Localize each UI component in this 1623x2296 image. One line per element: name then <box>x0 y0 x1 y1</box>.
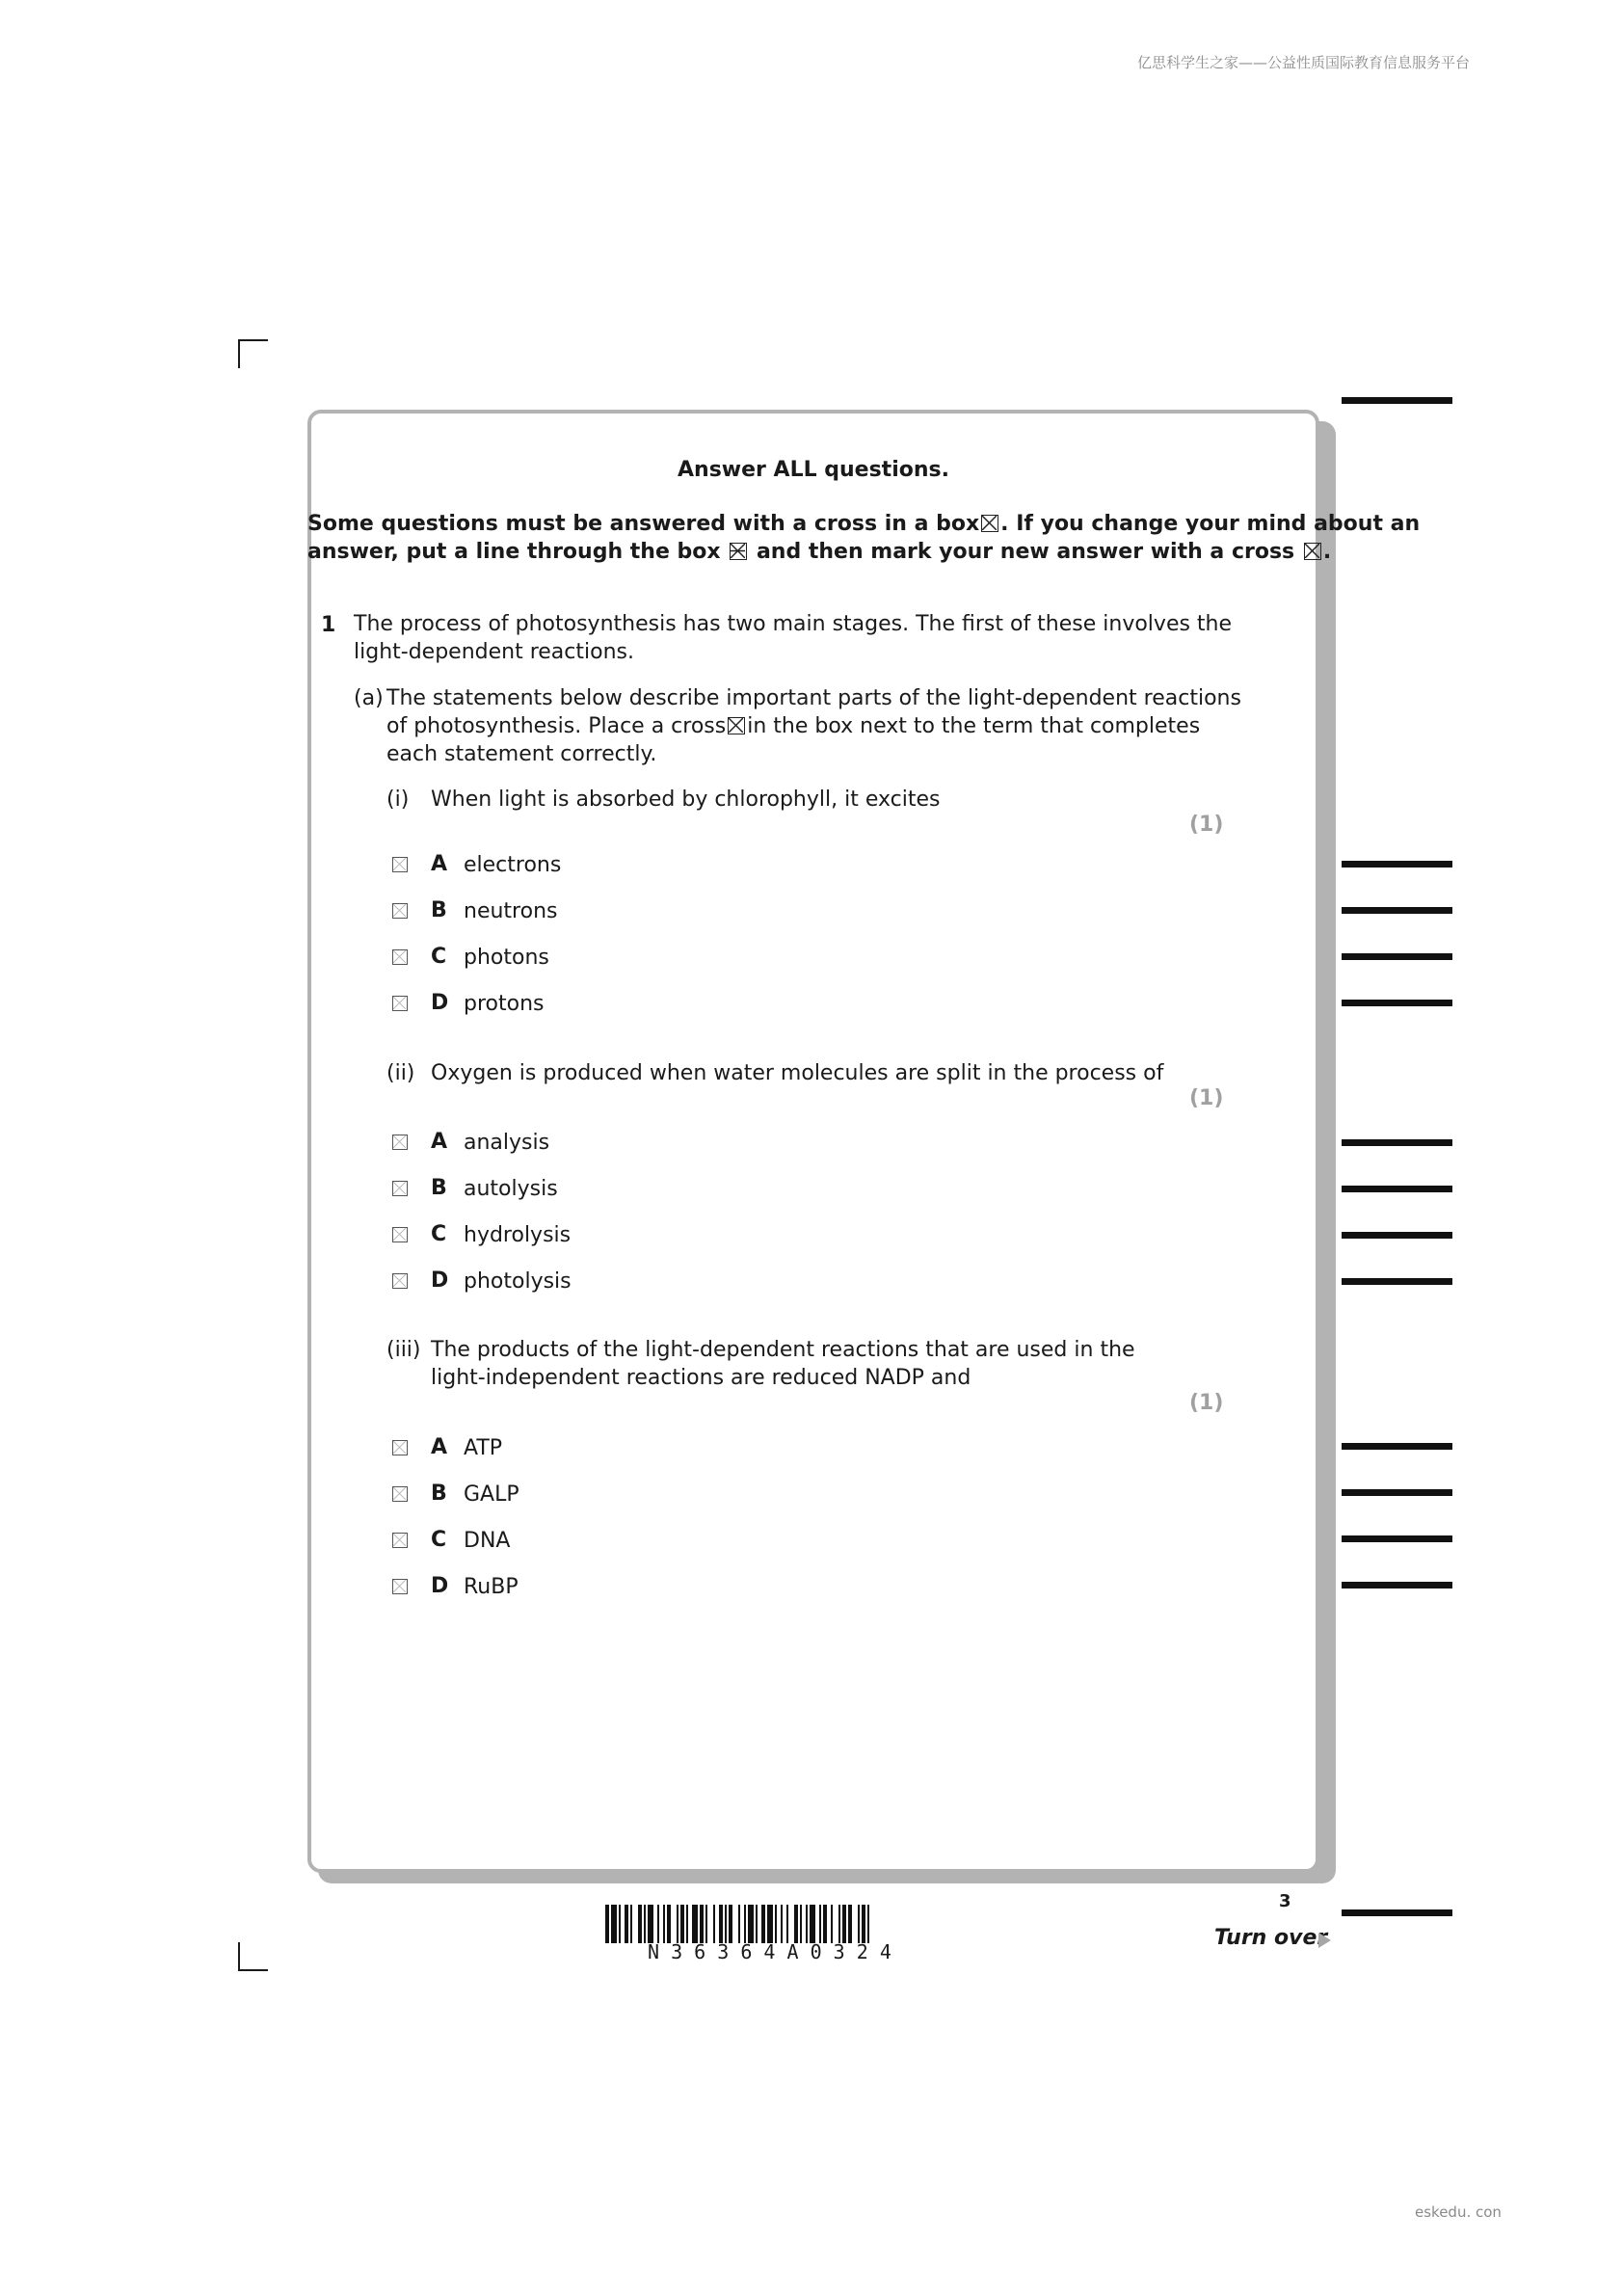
answer-checkbox-ii-b[interactable] <box>392 1181 408 1196</box>
option-i-c-letter: C <box>431 945 447 969</box>
side-bar <box>1342 1909 1452 1916</box>
part-a-label: (a) <box>354 686 384 710</box>
answer-checkbox-iii-c[interactable] <box>392 1533 408 1548</box>
part-a-line-2-b: in the box next to the term that completes <box>747 714 1201 738</box>
side-bar <box>1342 1489 1452 1496</box>
option-i-c-text: photons <box>464 946 549 970</box>
cross-box-icon <box>1304 543 1321 560</box>
side-bar <box>1342 1139 1452 1146</box>
answer-checkbox-ii-d[interactable] <box>392 1273 408 1289</box>
subpart-ii-label: (ii) <box>386 1061 415 1085</box>
side-bar <box>1342 907 1452 914</box>
side-bar <box>1342 1443 1452 1450</box>
crop-mark-bottom-vertical <box>238 1942 240 1971</box>
instructions-line-2-b: and then mark your new answer with a cross <box>756 540 1295 564</box>
instructions-line-1 <box>307 510 1421 538</box>
subpart-ii-marks: (1) <box>1189 1086 1224 1110</box>
option-i-a-letter: A <box>431 852 448 876</box>
answer-checkbox-i-d[interactable] <box>392 996 408 1011</box>
turn-over-arrow-icon <box>1318 1933 1331 1948</box>
option-iii-a-letter: A <box>431 1435 448 1459</box>
option-ii-a-letter: A <box>431 1130 448 1154</box>
subpart-iii-line-2: light-independent reactions are reduced NADP and <box>431 1366 971 1390</box>
instructions-line-1-a: Some questions must be answered with a cross in a box <box>307 512 980 536</box>
subpart-i-label: (i) <box>386 788 410 812</box>
answer-checkbox-i-c[interactable] <box>392 949 408 965</box>
side-bar <box>1342 1278 1452 1285</box>
option-i-d-letter: D <box>431 991 449 1015</box>
question-number: 1 <box>321 613 336 637</box>
side-bar <box>1342 1000 1452 1006</box>
subpart-iii-marks: (1) <box>1189 1391 1224 1415</box>
option-iii-b-text: GALP <box>464 1482 519 1507</box>
option-iii-d-letter: D <box>431 1574 449 1598</box>
part-a-line-1: The statements below describe important parts of the light-dependent reactions <box>386 686 1241 710</box>
instructions-line-1-b: . If you change your mind about an <box>1000 512 1421 536</box>
crop-mark-bottom-horizontal <box>238 1969 268 1971</box>
side-bar <box>1342 953 1452 960</box>
option-ii-b-letter: B <box>431 1176 447 1200</box>
answer-checkbox-i-a[interactable] <box>392 857 408 872</box>
answer-checkbox-ii-c[interactable] <box>392 1227 408 1242</box>
crop-mark-top-horizontal <box>238 339 268 341</box>
option-iii-b-letter: B <box>431 1482 447 1506</box>
option-iii-a-text: ATP <box>464 1436 503 1460</box>
turn-over-label: Turn over <box>1214 1926 1328 1950</box>
subpart-iii-label: (iii) <box>386 1338 421 1362</box>
instructions-heading: Answer ALL questions. <box>678 458 949 482</box>
struck-cross-box-icon <box>730 543 747 560</box>
option-ii-b-text: autolysis <box>464 1177 558 1201</box>
side-bar <box>1342 1535 1452 1542</box>
cross-box-icon <box>981 515 998 532</box>
question-stem-line-2: light-dependent reactions. <box>354 640 634 664</box>
answer-checkbox-i-b[interactable] <box>392 903 408 919</box>
instructions-line-2 <box>307 538 1332 566</box>
subpart-ii-line-1: Oxygen is produced when water molecules are split in the process of <box>431 1061 1164 1085</box>
option-ii-d-letter: D <box>431 1268 449 1293</box>
barcode-text: N 3 6 3 6 4 A 0 3 2 4 <box>648 1940 891 1963</box>
option-ii-a-text: analysis <box>464 1131 550 1155</box>
subpart-i-line-1: When light is absorbed by chlorophyll, it excites <box>431 788 941 812</box>
answer-checkbox-iii-d[interactable] <box>392 1579 408 1594</box>
side-bar <box>1342 1232 1452 1239</box>
cross-box-icon <box>728 717 745 734</box>
side-bar <box>1342 397 1452 404</box>
answer-checkbox-iii-b[interactable] <box>392 1486 408 1502</box>
answer-checkbox-ii-a[interactable] <box>392 1135 408 1150</box>
answer-checkbox-iii-a[interactable] <box>392 1440 408 1455</box>
instructions-line-2-a: answer, put a line through the box <box>307 540 721 564</box>
footer-watermark: eskedu. con <box>1415 2203 1502 2221</box>
side-bar <box>1342 1582 1452 1589</box>
option-i-d-text: protons <box>464 992 545 1016</box>
header-watermark: 亿思科学生之家——公益性质国际教育信息服务平台 <box>1137 54 1471 71</box>
part-a-line-2-a: of photosynthesis. Place a cross <box>386 714 727 738</box>
option-i-a-text: electrons <box>464 853 562 877</box>
option-iii-d-text: RuBP <box>464 1575 519 1599</box>
barcode <box>605 1905 1026 1943</box>
option-ii-d-text: photolysis <box>464 1269 572 1294</box>
option-iii-c-letter: C <box>431 1528 447 1552</box>
option-ii-c-letter: C <box>431 1222 447 1246</box>
side-bar <box>1342 1186 1452 1192</box>
instructions-line-2-c: . <box>1322 540 1332 564</box>
page-number: 3 <box>1279 1891 1291 1911</box>
option-iii-c-text: DNA <box>464 1529 511 1553</box>
option-i-b-letter: B <box>431 898 447 922</box>
subpart-i-marks: (1) <box>1189 813 1224 837</box>
crop-mark-top-vertical <box>238 339 240 368</box>
part-a-line-3: each statement correctly. <box>386 742 657 766</box>
subpart-iii-line-1: The products of the light-dependent reactions that are used in the <box>431 1338 1135 1362</box>
part-a-line-2 <box>386 712 1200 740</box>
option-ii-c-text: hydrolysis <box>464 1223 572 1247</box>
question-stem-line-1: The process of photosynthesis has two main stages. The first of these involves the <box>354 612 1233 636</box>
side-bar <box>1342 861 1452 868</box>
option-i-b-text: neutrons <box>464 899 558 923</box>
